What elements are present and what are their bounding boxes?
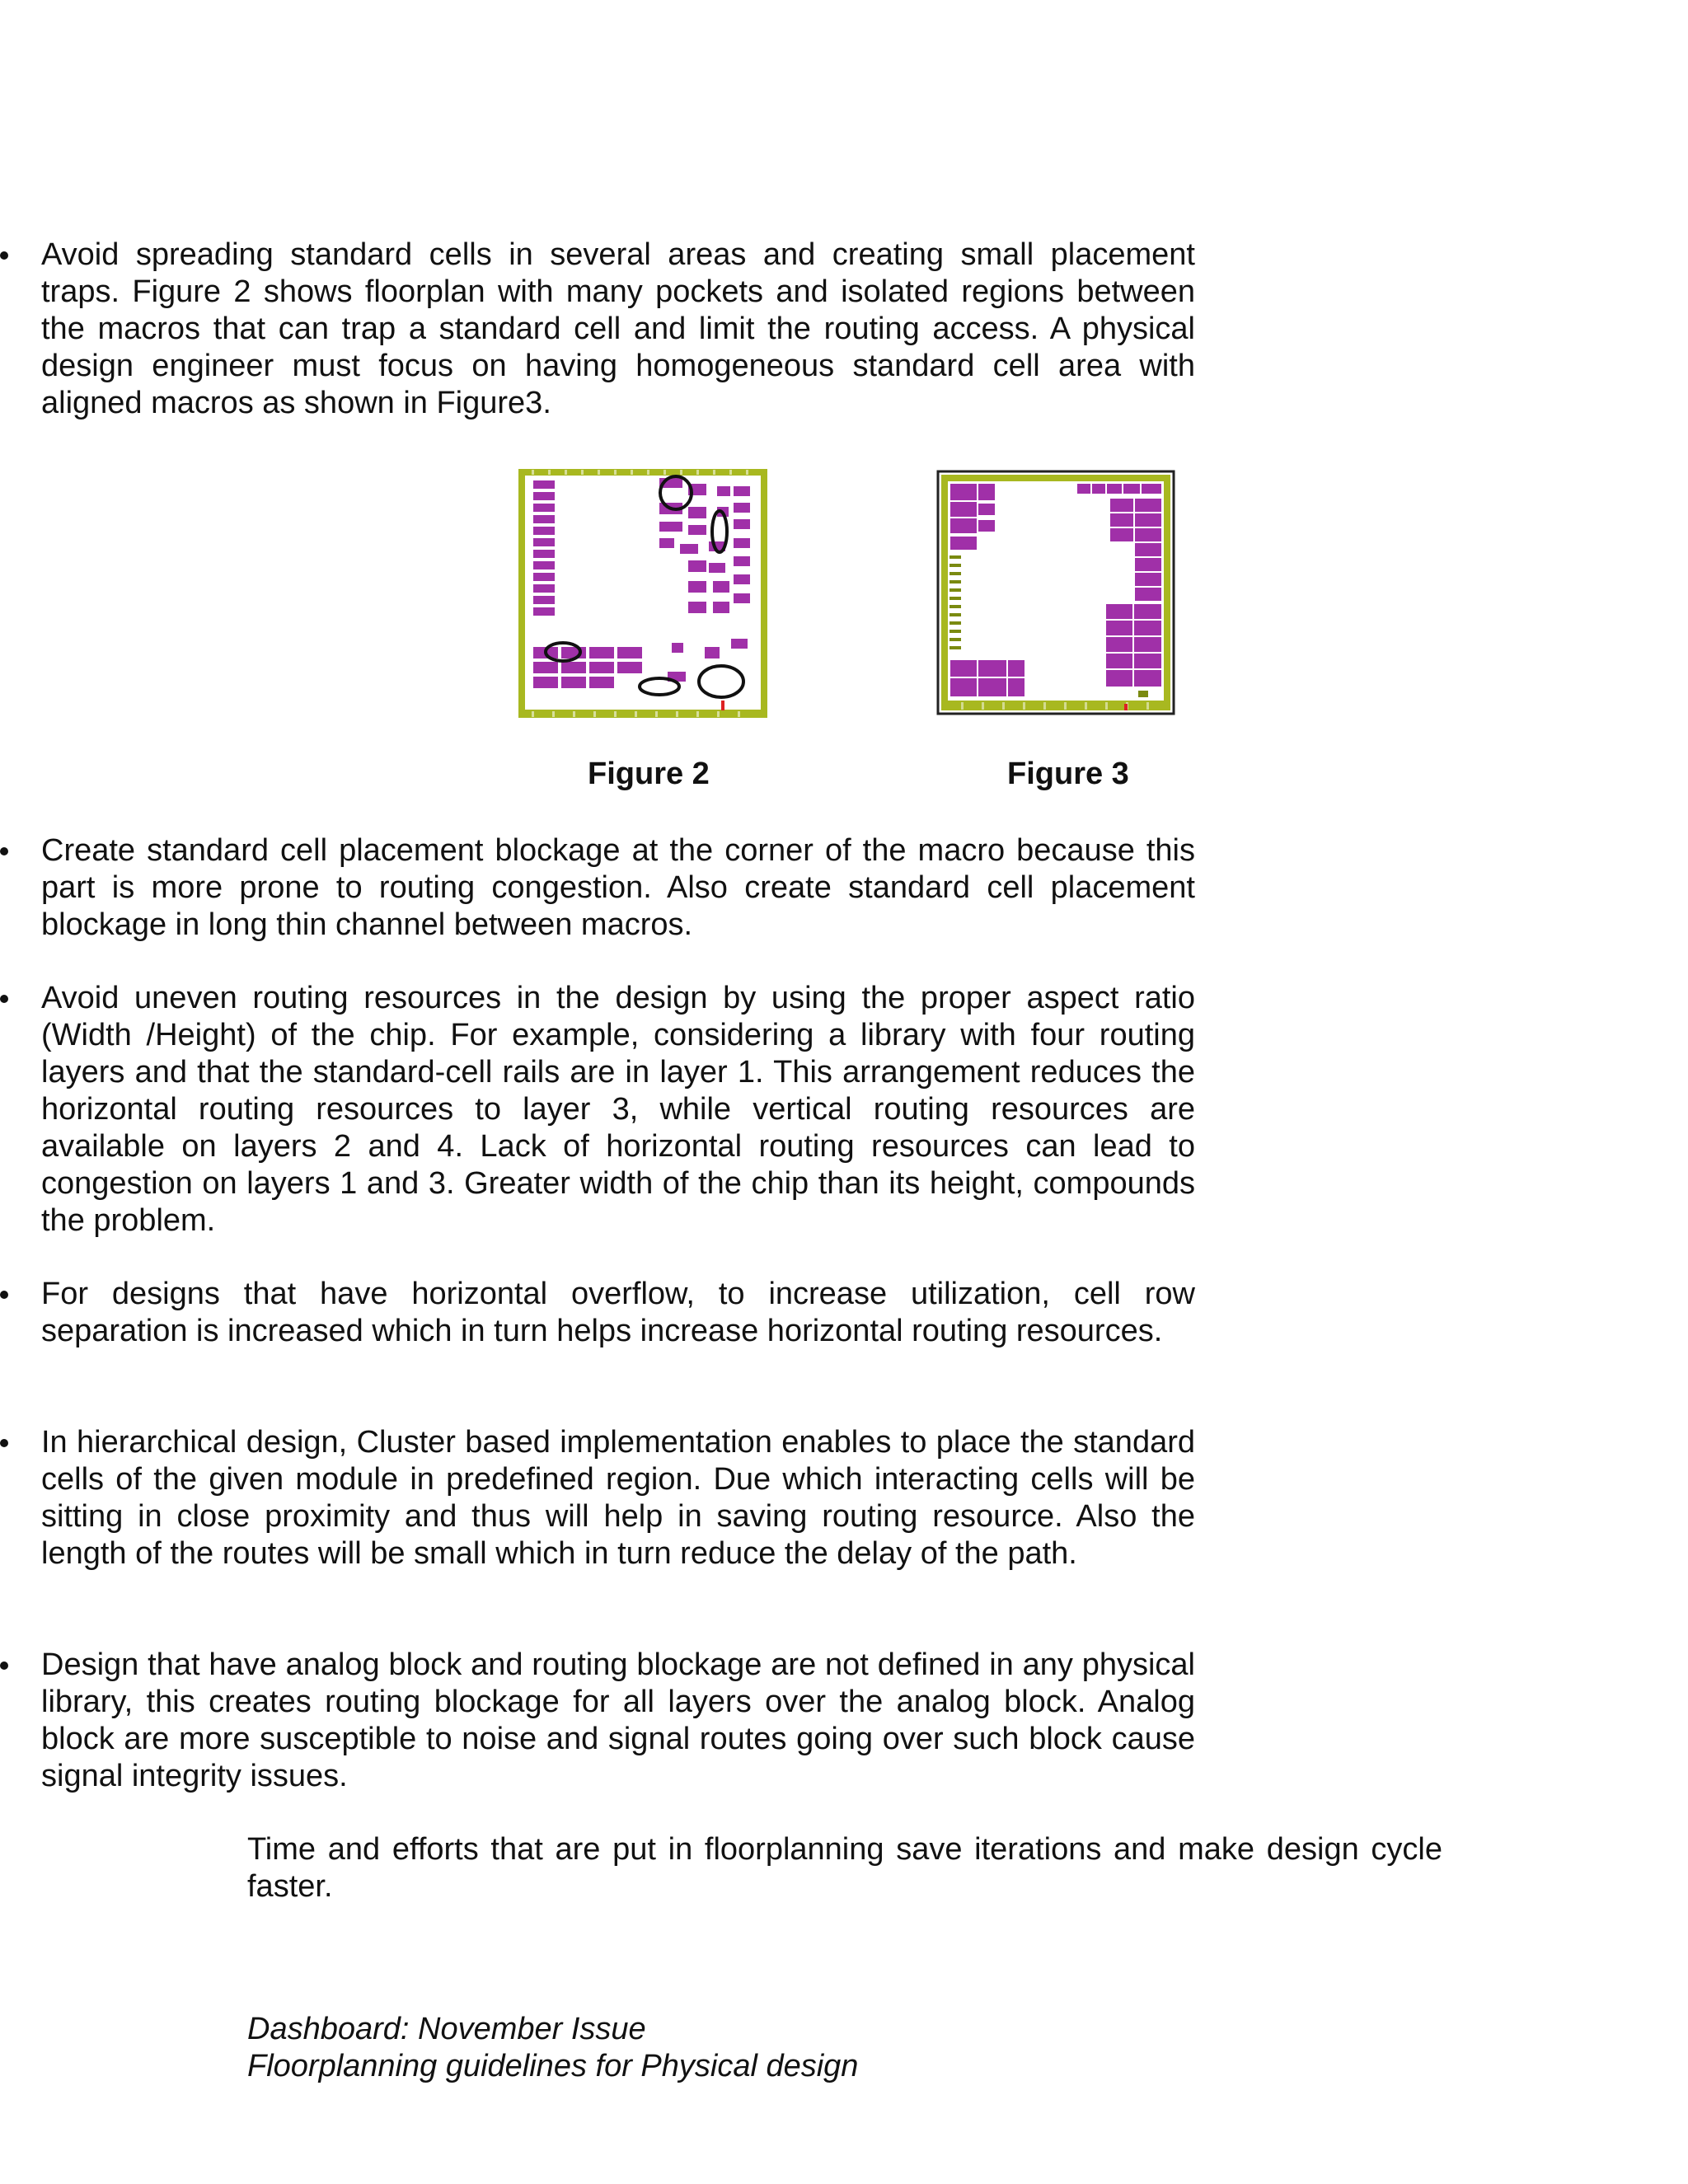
bullet-dot <box>0 1439 8 1447</box>
bullet-dot <box>0 847 8 855</box>
bullet-dot <box>0 251 8 260</box>
figure-2-caption: Figure 2 <box>588 757 710 791</box>
closing-paragraph: Time and efforts that are put in floorplanning save iterations and make design cycle faster. <box>247 1832 1442 1904</box>
figure-3-image <box>936 470 1175 721</box>
footer-title: Floorplanning guidelines for Physical design <box>247 2049 859 2083</box>
bullet-dot <box>0 1291 8 1299</box>
bullet-text: Create standard cell placement blockage at the corner of the macro because this part is more prone to routing congestion. Also create standard cell placement blockage in long thin channel between macros. <box>41 833 1195 942</box>
bullet-dot <box>0 995 8 1003</box>
floorplan-pockets-diagram <box>515 466 771 721</box>
bullet-text: Avoid uneven routing resources in the design by using the proper aspect ratio (Width /Height) of the chip. For example, considering a library with four routing layers and that the standard-cell rails are in layer 1. This arrangement reduces the horizontal routing resources to layer 3, while vertical routing resources are available on layers 2 and 4. Lack of horizontal routing resources can lead to congestion on layers 1 and 3. Greater width of the chip than its height, compounds the problem. <box>41 981 1195 1238</box>
figure-2-image <box>515 466 771 725</box>
bullet-text: For designs that have horizontal overflow, to increase utilization, cell row separation is increased which in turn helps increase horizontal routing resources. <box>41 1277 1195 1348</box>
bullet-text: Design that have analog block and routing blockage are not defined in any physical library, this creates routing blockage for all layers over the analog block. Analog block are more susceptible to noise and signal routes going over such block cause signal integrity issues. <box>41 1647 1195 1793</box>
bullet-text: In hierarchical design, Cluster based implementation enables to place the standard cells of the given module in predefined region. Due which interacting cells will be sitting in close proximity and thus will help in saving routing resource. Also the length of the routes will be small which in turn reduce the delay of the path. <box>41 1425 1195 1571</box>
figure-3-caption: Figure 3 <box>1007 757 1129 791</box>
footer-issue: Dashboard: November Issue <box>247 2012 646 2046</box>
floorplan-aligned-macros-diagram <box>936 470 1175 717</box>
bullet-text: Avoid spreading standard cells in several areas and creating small placement traps. Figure 2 shows floorplan with many pockets and isolated regions between the macros that can trap a standard cell and limit the routing access. A physical design engineer must focus on having homogeneous standard cell area with aligned macros as shown in Figure3. <box>41 237 1195 420</box>
bullet-dot <box>0 1661 8 1670</box>
